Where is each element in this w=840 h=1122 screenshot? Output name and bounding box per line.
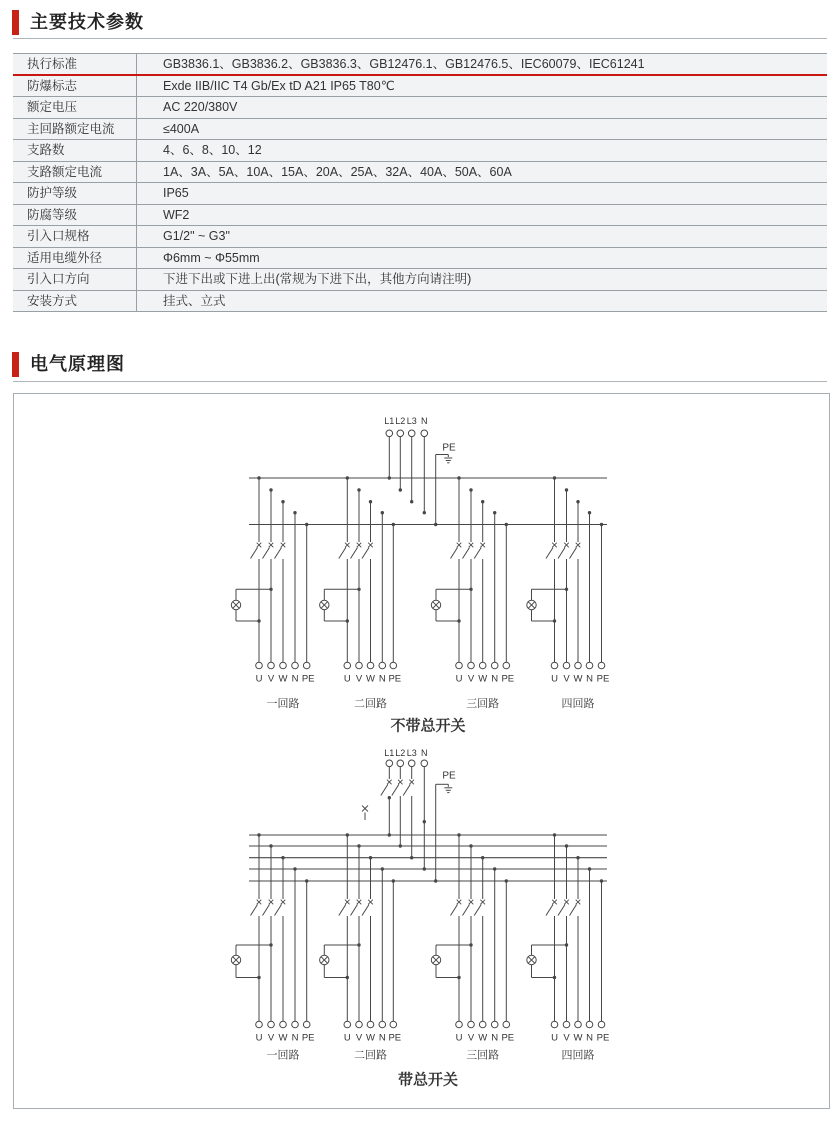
- terminal-label: U: [551, 1032, 558, 1044]
- param-label: 执行标准: [13, 54, 137, 74]
- terminal-label: W: [478, 673, 488, 685]
- schematic-frame: [13, 393, 830, 1109]
- section-accent-bar: [12, 10, 19, 35]
- param-label: 额定电压: [13, 97, 137, 118]
- incoming-label: N: [421, 416, 428, 426]
- param-value: IP65: [163, 186, 189, 200]
- terminal-label: N: [586, 1032, 593, 1044]
- incoming-label: N: [421, 748, 428, 758]
- table-row: [13, 54, 827, 76]
- terminal-label: N: [491, 1032, 499, 1044]
- param-label: 支路数: [13, 140, 137, 161]
- param-value: ≤400A: [163, 121, 200, 136]
- table-row: [13, 76, 827, 98]
- param-value: GB3836.1、GB3836.2、GB3836.3、GB12476.1、GB12476.5、IEC60079、IEC61241: [163, 57, 645, 71]
- terminal-label: V: [563, 673, 570, 685]
- terminal-label: V: [267, 1032, 275, 1044]
- table-row: [13, 119, 827, 141]
- param-label: 适用电缆外径: [13, 248, 137, 269]
- branch-caption: 四回路: [561, 1049, 595, 1062]
- terminal-label: U: [551, 673, 558, 685]
- table-row: [13, 291, 827, 313]
- terminal-label: PE: [596, 1032, 610, 1044]
- incoming-label: L1: [384, 748, 395, 758]
- terminal-label: N: [586, 673, 593, 685]
- param-value: 4、6、8、10、12: [163, 143, 262, 157]
- terminal-label: V: [467, 1032, 475, 1044]
- table-row: [13, 269, 827, 291]
- terminal-label: W: [366, 1032, 375, 1044]
- branch-caption: 三回路: [466, 698, 500, 710]
- section-divider: [13, 38, 827, 39]
- section-divider: [13, 381, 827, 382]
- table-row: [13, 248, 827, 270]
- table-row: [13, 140, 827, 162]
- table-row: [13, 162, 827, 184]
- diagram-caption: 带总开关: [397, 1071, 459, 1089]
- branch-caption: 四回路: [561, 698, 595, 710]
- terminal-label: V: [355, 1032, 363, 1044]
- terminal-label: PE: [501, 1032, 515, 1044]
- param-value: 1A、3A、5A、10A、15A、20A、25A、32A、40A、50A、60A: [163, 164, 512, 179]
- terminal-label: PE: [301, 1032, 315, 1044]
- terminal-label: W: [366, 673, 375, 685]
- branch-caption: 一回路: [266, 698, 300, 710]
- terminal-label: U: [343, 673, 351, 685]
- branch-caption: 二回路: [354, 698, 387, 710]
- terminal-label: N: [378, 1032, 386, 1044]
- incoming-label: L2: [395, 748, 406, 758]
- terminal-label: PE: [388, 673, 402, 685]
- terminal-label: PE: [596, 673, 610, 685]
- terminal-label: PE: [301, 673, 315, 685]
- param-label: 防爆标志: [13, 76, 137, 97]
- terminal-label: U: [343, 1032, 351, 1044]
- branch-caption: 一回路: [266, 1049, 300, 1062]
- terminal-label: V: [355, 673, 363, 685]
- terminal-label: W: [478, 1032, 488, 1044]
- param-label: 引入口规格: [13, 226, 137, 247]
- section-accent-bar: [12, 352, 19, 377]
- table-row: [13, 205, 827, 227]
- incoming-label: L1: [384, 416, 395, 426]
- terminal-label: PE: [388, 1032, 402, 1044]
- section-title-parameters: 主要技术参数: [30, 12, 144, 32]
- param-label: 安装方式: [13, 291, 137, 312]
- section-title-schematic: 电气原理图: [30, 354, 125, 374]
- terminal-label: N: [291, 673, 299, 685]
- param-label: 防腐等级: [13, 205, 137, 226]
- diagram-caption: 不带总开关: [390, 717, 466, 735]
- terminal-label: U: [255, 1032, 263, 1044]
- incoming-label: L2: [395, 416, 406, 426]
- param-label: 支路额定电流: [13, 162, 137, 183]
- terminal-label: W: [278, 1032, 288, 1044]
- incoming-label: L3: [406, 748, 417, 758]
- param-label: 防护等级: [13, 183, 137, 204]
- branch-caption: 三回路: [466, 1049, 500, 1062]
- terminal-label: U: [455, 673, 463, 685]
- terminal-label: V: [563, 1032, 570, 1044]
- terminal-label: N: [291, 1032, 299, 1044]
- terminal-label: PE: [501, 673, 515, 685]
- param-value: WF2: [163, 207, 190, 222]
- param-label: 主回路额定电流: [13, 119, 137, 140]
- terminal-label: V: [267, 673, 275, 685]
- table-row: [13, 97, 827, 119]
- terminal-label: V: [467, 673, 475, 685]
- terminal-label: W: [278, 673, 288, 685]
- terminal-label: W: [573, 673, 583, 685]
- param-value: Φ6mm ~ Φ55mm: [163, 250, 260, 265]
- terminal-label: U: [455, 1032, 463, 1044]
- branch-caption: 二回路: [354, 1049, 387, 1062]
- param-value: 下进下出或下进上出(常规为下进下出，其他方向请注明): [163, 272, 472, 286]
- param-value: 挂式、立式: [163, 293, 226, 308]
- terminal-label: N: [378, 673, 386, 685]
- incoming-label: L3: [406, 416, 417, 426]
- terminal-label: N: [491, 673, 499, 685]
- pe-label: PE: [442, 442, 456, 454]
- pe-label: PE: [442, 770, 456, 782]
- param-value: AC 220/380V: [163, 100, 238, 114]
- table-row: [13, 226, 827, 248]
- technical-parameters-table: [13, 53, 827, 312]
- param-value: G1/2" ~ G3": [163, 229, 230, 243]
- param-value: Exde IIB/IIC T4 Gb/Ex tD A21 IP65 T80℃: [163, 78, 395, 93]
- table-row: [13, 183, 827, 205]
- terminal-label: U: [255, 673, 263, 685]
- param-label: 引入口方向: [13, 269, 137, 290]
- terminal-label: W: [573, 1032, 583, 1044]
